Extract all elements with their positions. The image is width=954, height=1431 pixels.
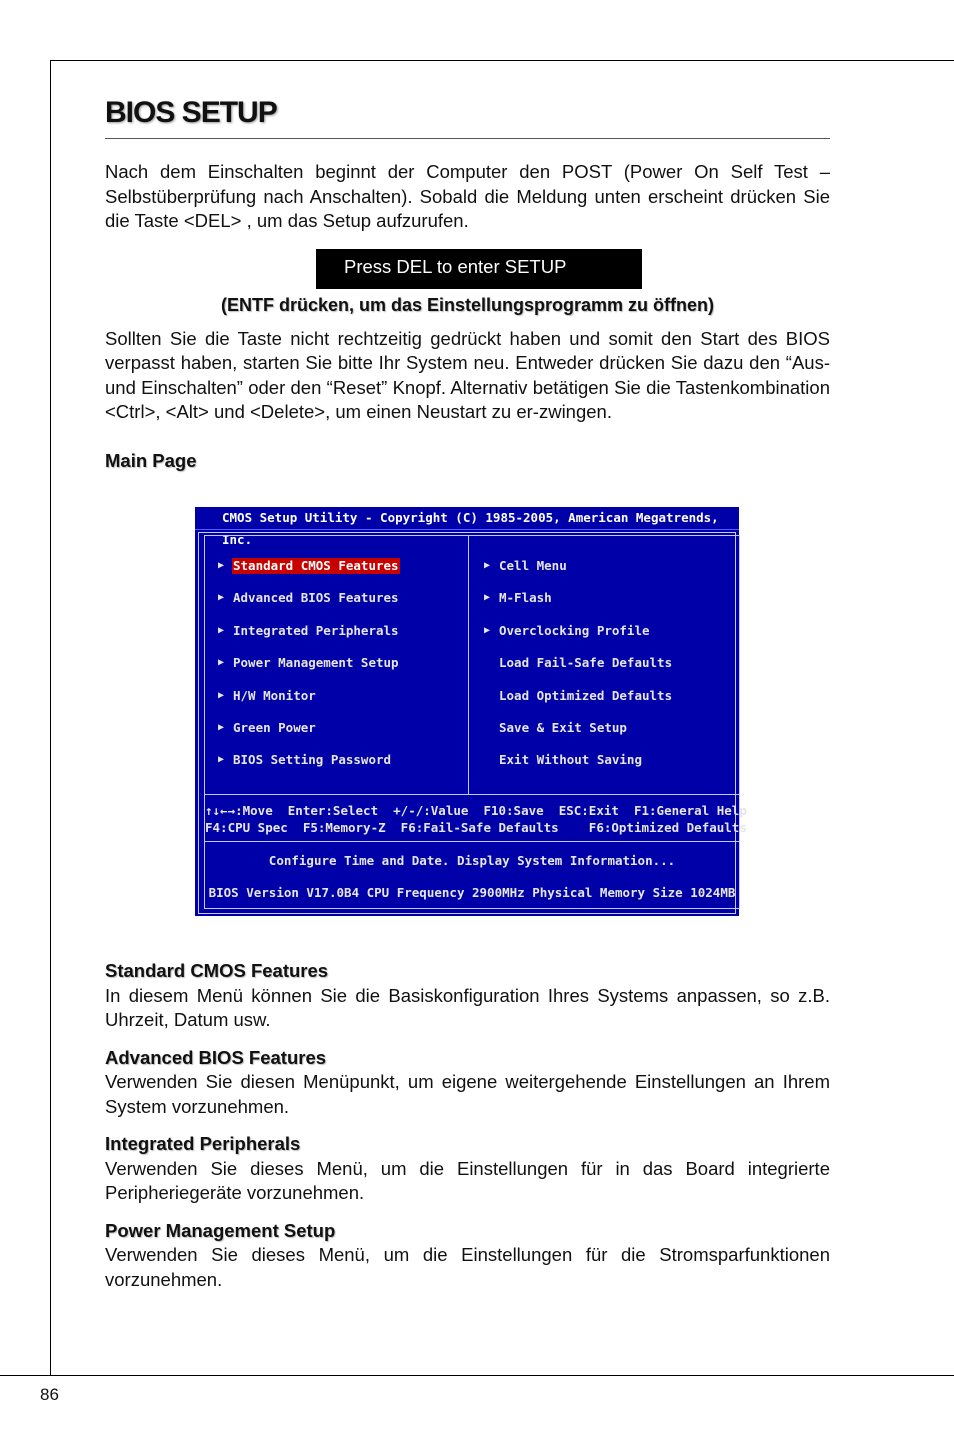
bios-status-line: BIOS Version V17.0B4 CPU Frequency 2900MHz Physical Memory Size 1024MB <box>208 885 736 900</box>
section-text: In diesem Menü können Sie die Basiskonfiguration Ihres Systems anpassen, so z.B. Uhrzeit, Datum usw. <box>105 984 830 1030</box>
submenu-arrow-icon: ▶ <box>218 721 225 733</box>
bios-menu-item-label: Save & Exit Setup <box>499 719 627 735</box>
bios-menu-item-label: Overclocking Profile <box>499 622 650 638</box>
description-section <box>105 1046 830 1120</box>
bios-menu-item-label: Exit Without Saving <box>499 752 642 768</box>
bios-menu-item[interactable] <box>218 688 400 720</box>
bios-menu-divider <box>205 794 739 795</box>
bios-menu-item[interactable] <box>484 688 673 720</box>
section-text: Verwenden Sie dieses Menü, um die Einstellungen für die Stromsparfunktionen vorzunehmen. <box>105 1244 830 1290</box>
submenu-arrow-icon: ▶ <box>218 592 225 604</box>
press-del-box: Press DEL to enter SETUP <box>316 249 642 289</box>
description-section <box>105 959 830 1033</box>
bios-outer-panel <box>198 532 747 914</box>
section-text: Verwenden Sie diesen Menüpunkt, um eigene weitergehende Einstellungen an Ihrem System vorzunehmen. <box>105 1071 830 1117</box>
del-caption: (ENTF drücken, um das Einstellungsprogramm zu öffnen) <box>220 294 715 315</box>
bios-menu-item-label: Standard CMOS Features <box>233 558 399 573</box>
bios-menu-item[interactable] <box>218 558 400 590</box>
bios-left-menu <box>218 558 400 785</box>
bios-help-text: Configure Time and Date. Display System Information... <box>268 853 676 868</box>
bios-menu-item-label: H/W Monitor <box>233 687 316 703</box>
description-section <box>105 1219 830 1293</box>
page-content <box>105 96 830 473</box>
bios-menu-item[interactable] <box>218 655 400 687</box>
bios-menu-item[interactable] <box>218 752 400 784</box>
main-page-heading: Main Page <box>105 449 197 471</box>
bios-menu-item[interactable] <box>218 720 400 752</box>
description-section <box>105 1132 830 1206</box>
bios-menu-item-label: Green Power <box>233 719 316 735</box>
bios-menu-item-label: BIOS Setting Password <box>233 752 392 768</box>
bios-title-divider <box>195 529 739 530</box>
section-heading: Standard CMOS Features <box>105 960 329 981</box>
intro-paragraph: Nach dem Einschalten beginnt der Computer den POST (Power On Self Test – Selbstüberprüfung nach Anschalten). Sobald die Meldung unten erscheint drücken Sie die Taste <DEL> , um das Setup aufzurufen. <box>105 161 830 231</box>
bios-menu-item[interactable] <box>218 590 400 622</box>
restart-paragraph: Sollten Sie die Taste nicht rechtzeitig gedrückt haben und somit den Start des BIOS verpasst haben, starten Sie bitte Ihr System neu. Entweder drücken Sie dazu den “Aus- und Einschalten” oder den “Reset” Knopf. Alternativ betätigen Sie die Tastenkombination <Ctrl>, <Alt> und <Delete>, um einen Neustart zu er-zwingen. <box>105 327 830 422</box>
section-heading: Integrated Peripherals <box>105 1133 301 1154</box>
bios-right-menu <box>484 558 673 785</box>
submenu-arrow-icon: ▶ <box>218 754 225 766</box>
submenu-arrow-icon: ▶ <box>218 689 225 701</box>
bios-menu-item-label: Load Fail-Safe Defaults <box>499 655 673 671</box>
page-number: 86 <box>40 1385 59 1404</box>
bios-menu-item-label: Power Management Setup <box>233 655 399 671</box>
submenu-arrow-icon: ▶ <box>484 560 491 571</box>
bios-menu-item[interactable] <box>484 623 673 655</box>
bios-menu-item-label: Advanced BIOS Features <box>233 590 399 606</box>
page-title: BIOS SETUP <box>105 96 830 139</box>
submenu-arrow-icon: ▶ <box>218 560 225 571</box>
section-heading: Advanced BIOS Features <box>105 1046 327 1068</box>
bios-key-legend-line-2: F4:CPU Spec F5:Memory-Z F6:Fail-Safe Defaults F6:Optimized Defaults <box>205 820 747 835</box>
bios-menu-item[interactable] <box>484 752 673 784</box>
bios-menu-item-label: Integrated Peripherals <box>233 622 399 638</box>
bios-menu-item-label: Cell Menu <box>499 558 567 573</box>
section-text: Verwenden Sie dieses Menü, um die Einstellungen für in das Board integrierte Peripheriegeräte vorzunehmen. <box>105 1157 830 1203</box>
bios-menu-item-label: Load Optimized Defaults <box>499 687 673 703</box>
section-heading: Power Management Setup <box>105 1219 336 1241</box>
bios-menu-item-label: M-Flash <box>499 590 552 606</box>
bios-help-divider <box>205 841 739 842</box>
page-frame-bottom <box>0 1375 954 1376</box>
submenu-arrow-icon: ▶ <box>484 592 491 604</box>
page-frame-left <box>50 60 51 1375</box>
bios-key-legend-line-1: ↑↓←→:Move Enter:Select +/-/:Value F10:Save ESC:Exit F1:General Help <box>205 803 747 818</box>
bios-key-legend <box>205 802 747 836</box>
bios-menu-item[interactable] <box>484 655 673 687</box>
bios-menu-item[interactable] <box>484 720 673 752</box>
bios-inner-panel <box>204 535 747 909</box>
bios-title-bar: CMOS Setup Utility - Copyright (C) 1985-2005, American Megatrends, Inc. <box>195 507 739 529</box>
submenu-arrow-icon: ▶ <box>484 624 491 636</box>
bios-menu-item[interactable] <box>218 623 400 655</box>
bios-column-divider <box>468 536 469 794</box>
bios-menu-item[interactable] <box>484 558 673 590</box>
bios-menu-item[interactable] <box>484 590 673 622</box>
submenu-arrow-icon: ▶ <box>218 624 225 636</box>
bios-screenshot <box>195 507 747 916</box>
menu-descriptions <box>105 959 830 1305</box>
submenu-arrow-icon: ▶ <box>218 657 225 669</box>
page-frame-top <box>50 60 954 61</box>
